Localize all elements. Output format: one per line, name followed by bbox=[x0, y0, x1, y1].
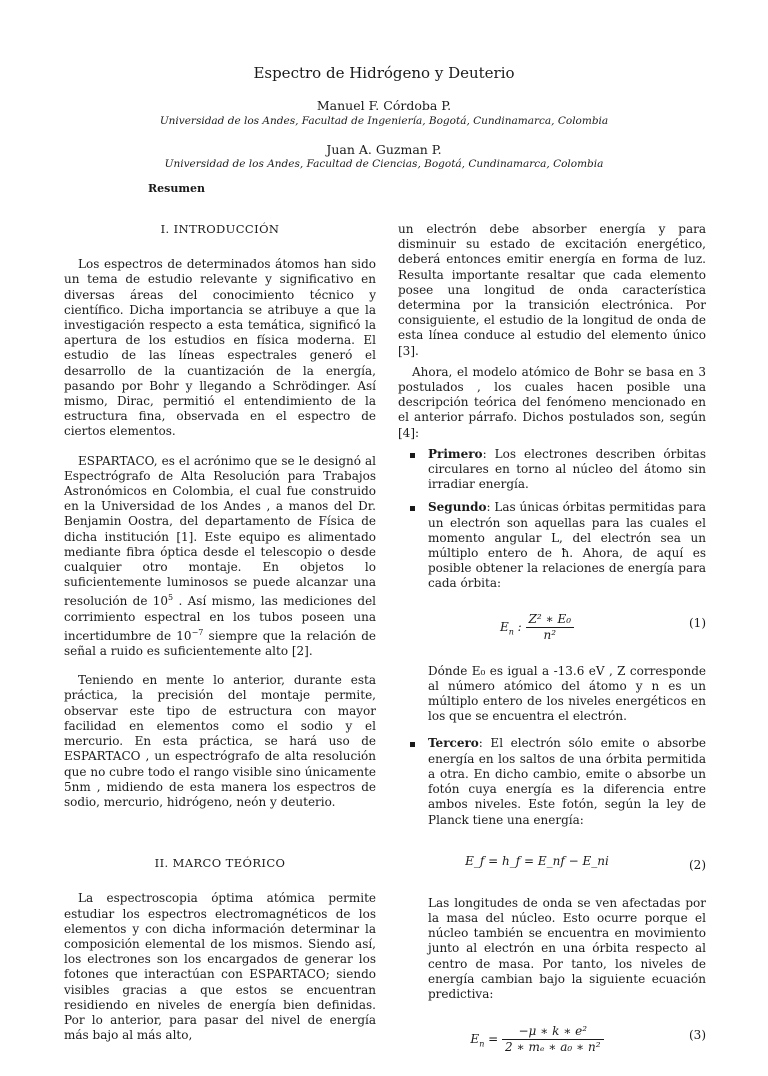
author-name-1: Manuel F. Córdoba P. bbox=[316, 98, 452, 113]
paragraph-after-eq2: Las longitudes de onda se ven afectadas por la masa del núcleo. Esto ocurre porque el núcleo también se encuentra en movimiento junto al electrón en una órbita respecto al centro de masa. Por tanto, los niveles de energía cambian bajo la siguiente ecuación predictiva: bbox=[428, 895, 706, 1001]
paragraph-intro-3: Teniendo en mente lo anterior, durante esta práctica, la precisión del montaje permite, observar este tipo de estructura con mayor facilidad en elementos como el sodio y el mercurio. En esta práctica, se hará uso de ESPARTACO , un espectrógrafo de alta resolución que no cubre todo el rango visible sino únicamente 5nm , midiendo de esta manera los espectros de sodio, mercurio, hidrógeno, neón y deuterio. bbox=[64, 673, 376, 809]
paragraph-intro-2: ESPARTACO, es el acrónimo que se le designó al Espectrógrafo de Alta Resolución para Trabajos Astronómicos en Colombia, el cual fue construido en la Universidad de los Andes , a manos del Dr. Benjamin Oostra, del departamento de Física de dicha institución [1]. Este equipo es alimentado mediante fibra óptica desde el telescopio o desde cualquier otro montaje. En objetos lo suficientemente luminosos se puede alcanzar una resolución de $10^5$ . Así mismo, las mediciones del corrimiento espectral en los tubos poseen una incertidumbre de $10^{-7}$ siempre que la relación de señal a ruido es suficientemente alto [2]. bbox=[64, 453, 377, 659]
paragraph-marco-1: La espectroscopia óptima atómica permite estudiar los espectros electromagnéticos de los elementos y con dicha información determinar la composición elemental de los mismos. Siendo así, los electrones son los encargados de generar los fotones que interactúan con ESPARTACO; siendo visibles gracias a que estos se encuentran residiendo en niveles de energía bien definidas. Por lo anterior, para pasar del nivel de energía más bajo al más alto, bbox=[64, 891, 376, 1043]
right-column bbox=[398, 222, 706, 1076]
equation-number: (3) bbox=[689, 1028, 706, 1043]
equation-number: (2) bbox=[689, 857, 706, 872]
paragraph-intro-1: Los espectros de determinados átomos han sido un tema de estudio relevante y significativo en diversas áreas del conocimiento técnico y científico. Dicha importancia se atribuye a que la investigación respecto a esta temática, significó la apertura de los estudios en física moderna. El estudio de las líneas espectrales generó el desarrollo de la cuantización de la energía, pasando por Bohr y llegando a Schrödinger. Así mismo, Dirac, permitió el entendimiento de la estructura fina, observada en el espectro de ciertos elementos. bbox=[64, 257, 376, 439]
postulates-list bbox=[398, 447, 706, 592]
paragraph-right-2: Ahora, el modelo atómico de Bohr se basa en 3 postulados , los cuales hacen posible una descripción teórica del fenómeno mencionado en el anterior párrafo. Dichos postulados son, según [4]: bbox=[398, 364, 706, 440]
list-item: Tercero: El electrón sólo emite o absorbe energía en los saltos de una órbita permitida a otra. En dicho cambio, emite o absorbe un fotón cuya energía es la diferencia entre ambos niveles. Este fotón, según la ley de Planck tiene una energía: bbox=[398, 736, 706, 827]
equation-number: (1) bbox=[689, 615, 706, 630]
bullet-icon bbox=[410, 453, 415, 458]
paper-title: Espectro de Hidrógeno y Deuterio bbox=[253, 64, 515, 82]
list-item: Primero: Los electrones describen órbitas circulares en torno al núcleo del átomo sin irradiar energía. bbox=[398, 447, 706, 493]
author-name-2: Juan A. Guzman P. bbox=[326, 142, 442, 157]
left-column bbox=[64, 222, 376, 1043]
paragraph-after-eq1: Dónde E₀ es igual a -13.6 eV , Z corresponde al número atómico del átomo y n es un múltiplo entero de los niveles energéticos en los que se encuentra el electrón. bbox=[428, 663, 706, 724]
paragraph-right-1: un electrón debe absorber energía y para disminuir su estado de excitación energético, deberá entonces emitir energía en forma de luz. Resulta importante resaltar que cada elemento posee una longitud de onda característica determina por la transición electrónica. Por consiguiente, el estudio de la longitud de onda de esta línea conduce al estudio del elemento único [3]. bbox=[398, 222, 706, 358]
author-affiliation-1: Universidad de los Andes, Facultad de Ingeniería, Bogotá, Cundinamarca, Colombia bbox=[159, 115, 609, 127]
postulates-list-2 bbox=[398, 736, 706, 827]
list-item: Segundo: Las únicas órbitas permitidas para un electrón son aquellas para las cuales el momento angular L, del electrón sea un múltiplo entero de ħ. Ahora, de aquí es posible obtener la relaciones de energía para cada órbita: bbox=[398, 500, 706, 591]
abstract-label: Resumen bbox=[148, 182, 205, 195]
bullet-icon bbox=[410, 506, 415, 511]
section-heading-marco-teorico: II. MARCO TEÓRICO bbox=[154, 856, 286, 871]
equation-1: $E_n$ : $\frac{\text{Z² ∗ E₀}}{\text{n²}}$ (1) bbox=[499, 611, 706, 642]
section-heading-introduccion: I. INTRODUCCIÓN bbox=[160, 222, 280, 236]
author-affiliation-2: Universidad de los Andes, Facultad de Ciencias, Bogotá, Cundinamarca, Colombia bbox=[164, 158, 604, 170]
equation-2: E_f = h_f = E_nf − E_ni (2) bbox=[465, 853, 706, 872]
bullet-icon bbox=[410, 742, 415, 747]
equation-3: $E_n$ = $\frac{\text{−μ ∗ k ∗ e²}}{\text{2 ∗ mₑ ∗ a₀ ∗ n²}}$ (3) bbox=[470, 1024, 706, 1055]
